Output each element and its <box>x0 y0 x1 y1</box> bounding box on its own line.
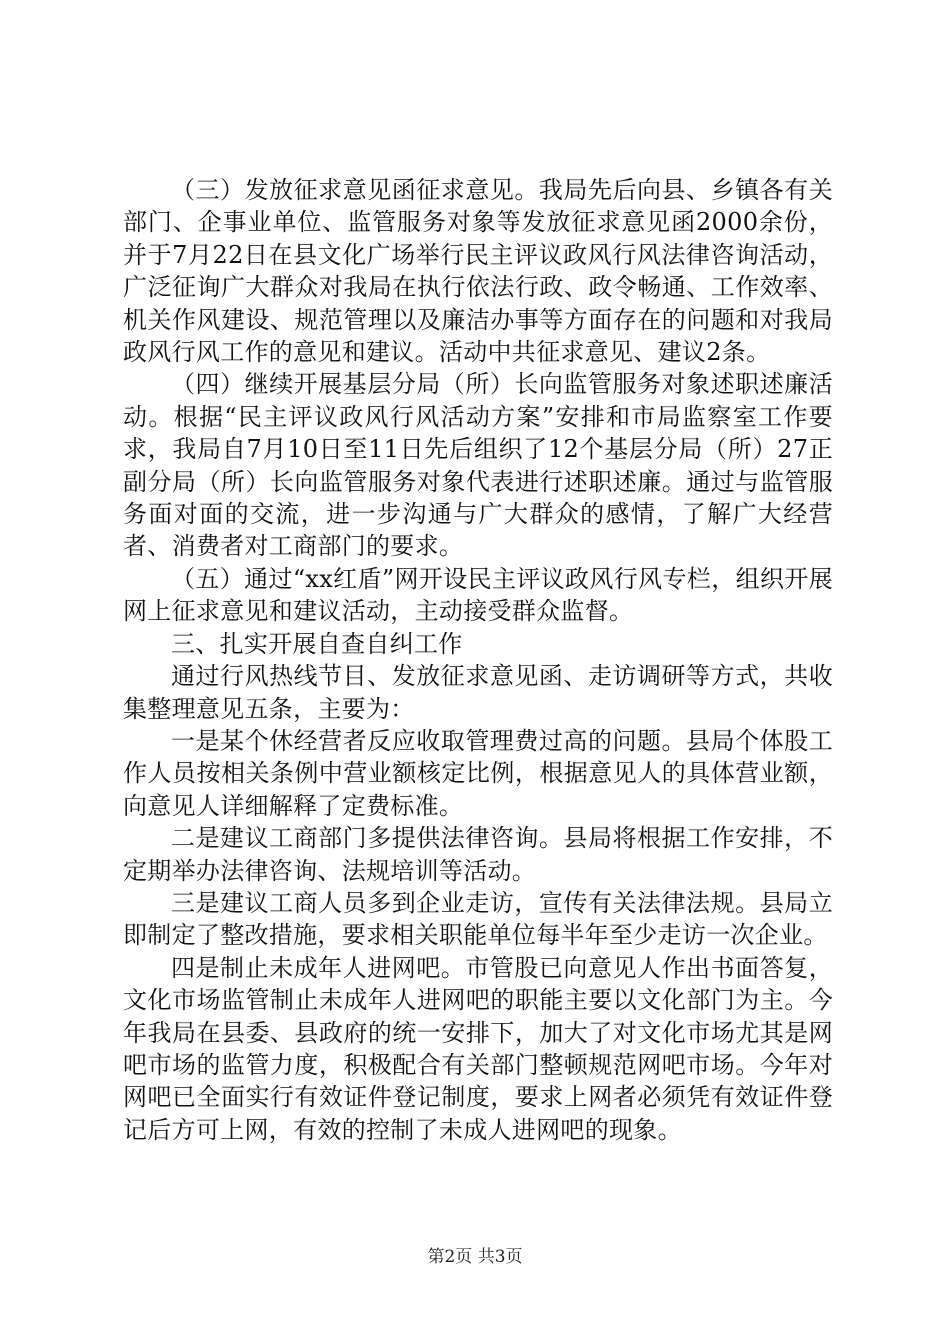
paragraph-online-column: （五）通过“xx红盾”网开设民主评议政风行风专栏，组织开展网上征求意见和建议活动，主动接受群众监督。 <box>123 564 833 626</box>
paragraph-opinion-two: 二是建议工商部门多提供法律咨询。县局将根据工作安排，不定期举办法律咨询、法规培训等活动。 <box>123 824 833 885</box>
paragraph-opinion-four: 四是制止未成年人进网吧。市管股已向意见人作出书面答复，文化市场监管制止未成年人进网吧的职能主要以文化部门为主。今年我局在县委、县政府的统一安排下，加大了对文化市场尤其是网吧市场的监管力度，积极配合有关部门整顿规范网吧市场。今年对网吧已全面实行有效证件登记制度，要求上网者必须凭有效证件登记后方可上网，有效的控制了未成人进网吧的现象。 <box>123 953 833 1144</box>
document-body <box>123 174 833 1146</box>
page-number-footer: 第2页 共3页 <box>427 1247 523 1267</box>
paragraph-opinions-summary: 通过行风热线节目、发放征求意见函、走访调研等方式，共收集整理意见五条，主要为： <box>123 662 833 723</box>
paragraph-opinion-three: 三是建议工商人员多到企业走访，宣传有关法律法规。县局立即制定了整改措施，要求相关职能单位每半年至少走访一次企业。 <box>123 888 833 950</box>
paragraph-issuing-opinion-letters: （三）发放征求意见函征求意见。我局先后向县、乡镇各有关部门、企事业单位、监管服务对象等发放征求意见函2000余份，并于7月22日在县文化广场举行民主评议政风行风法律咨询活动，广泛征询广大群众对我局在执行依法行政、政令畅通、工作效率、机关作风建设、规范管理以及廉洁办事等方面存在的问题和对我局政风行风工作的意见和建议。活动中共征求意见、建议2条。 <box>123 176 833 367</box>
section-heading-self-inspection: 三、扎实开展自查自纠工作 <box>171 629 463 658</box>
paragraph-duty-reports: （四）继续开展基层分局（所）长向监管服务对象述职述廉活动。根据“民主评议政风行风活动方案”安排和市局监察室工作要求，我局自7月10日至11日先后组织了12个基层分局（所）27正副分局（所）长向监管服务对象代表进行述职述廉。通过与监管服务面对面的交流，进一步沟通与广大群众的感情，了解广大经营者、消费者对工商部门的要求。 <box>123 370 833 561</box>
paragraph-opinion-one: 一是某个休经营者反应收取管理费过高的问题。县局个体股工作人员按相关条例中营业额核定比例，根据意见人的具体营业额，向意见人详细解释了定费标准。 <box>123 726 833 820</box>
